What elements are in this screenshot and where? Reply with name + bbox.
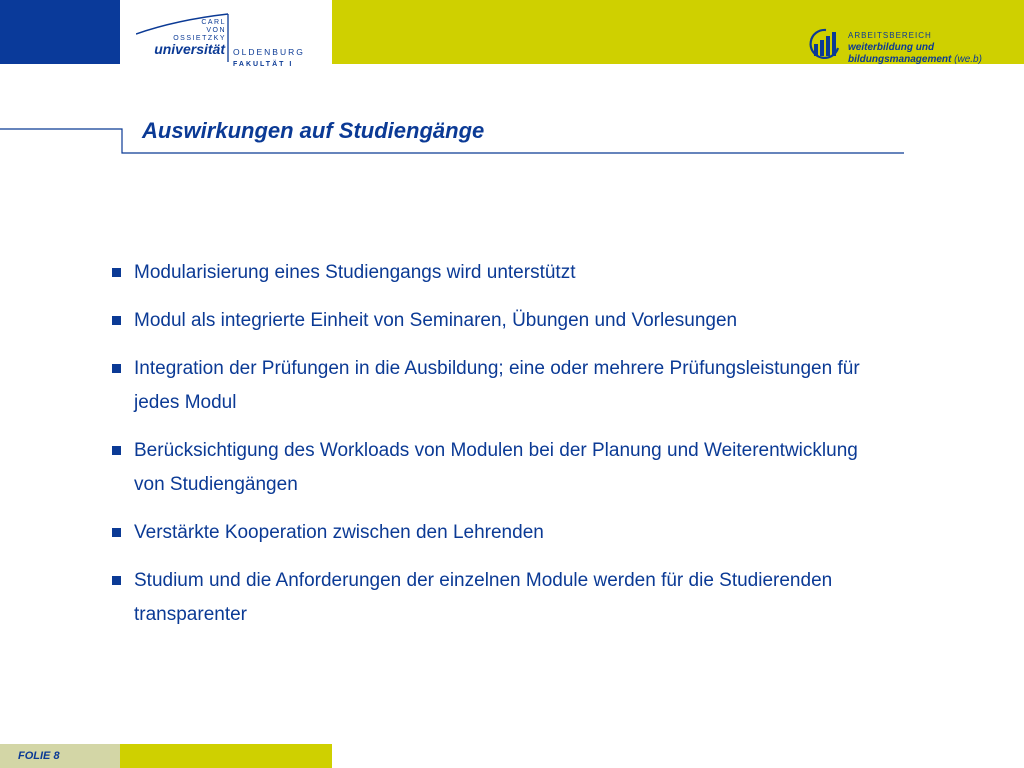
web-logo-text [848,30,982,66]
slide-title: Auswirkungen auf Studiengänge [142,118,485,143]
bullet-square-icon [112,528,121,537]
bullet-text: Berücksichtigung des Workloads von Modulen bei der Planung und Weiterentwicklung von Studiengängen [134,440,858,495]
logo-faculty: FAKULTÄT I [233,61,294,68]
web-logo-line3 [848,54,982,66]
bullet-list [112,256,892,646]
bullet-square-icon [112,364,121,373]
bullet-text: Modul als integrierte Einheit von Seminaren, Übungen und Vorlesungen [134,310,738,331]
bullet-item [112,434,892,502]
logo-ossietzky: OSSIETZKY [173,35,226,42]
bullet-text: Verstärkte Kooperation zwischen den Lehrenden [134,522,544,543]
bullet-square-icon [112,576,121,585]
bullet-square-icon [112,268,121,277]
bullet-text: Studium und die Anforderungen der einzelnen Module werden für die Studierenden transparenter [134,570,833,625]
logo-universitaet: universität [154,41,225,57]
footer-yellow-block [120,744,332,768]
web-logo-line2: weiterbildung und [848,42,935,53]
logo-carl: CARL [201,19,226,26]
header-blue-block [0,0,120,64]
bullet-item [112,304,892,338]
bullet-item [112,352,892,420]
logo-von: VON [206,27,226,34]
web-logo-line1: ARBEITSBEREICH [848,31,932,40]
bullet-item [112,516,892,550]
web-logo-line3-main: bildungsmanagement [848,54,952,65]
bullet-square-icon [112,316,121,325]
bullet-square-icon [112,446,121,455]
slide-number-label: FOLIE 8 [18,750,60,762]
bullet-text: Integration der Prüfungen in die Ausbildung; eine oder mehrere Prüfungsleistungen für jedes Modul [134,358,860,413]
web-logo-line3-sub: (we.b) [954,54,982,65]
university-logo [136,12,326,72]
bullet-item [112,256,892,290]
bullet-text: Modularisierung eines Studiengangs wird unterstützt [134,262,576,283]
bullet-item [112,564,892,632]
logo-oldenburg: OLDENBURG [233,47,305,57]
footer-bar [0,744,1024,768]
